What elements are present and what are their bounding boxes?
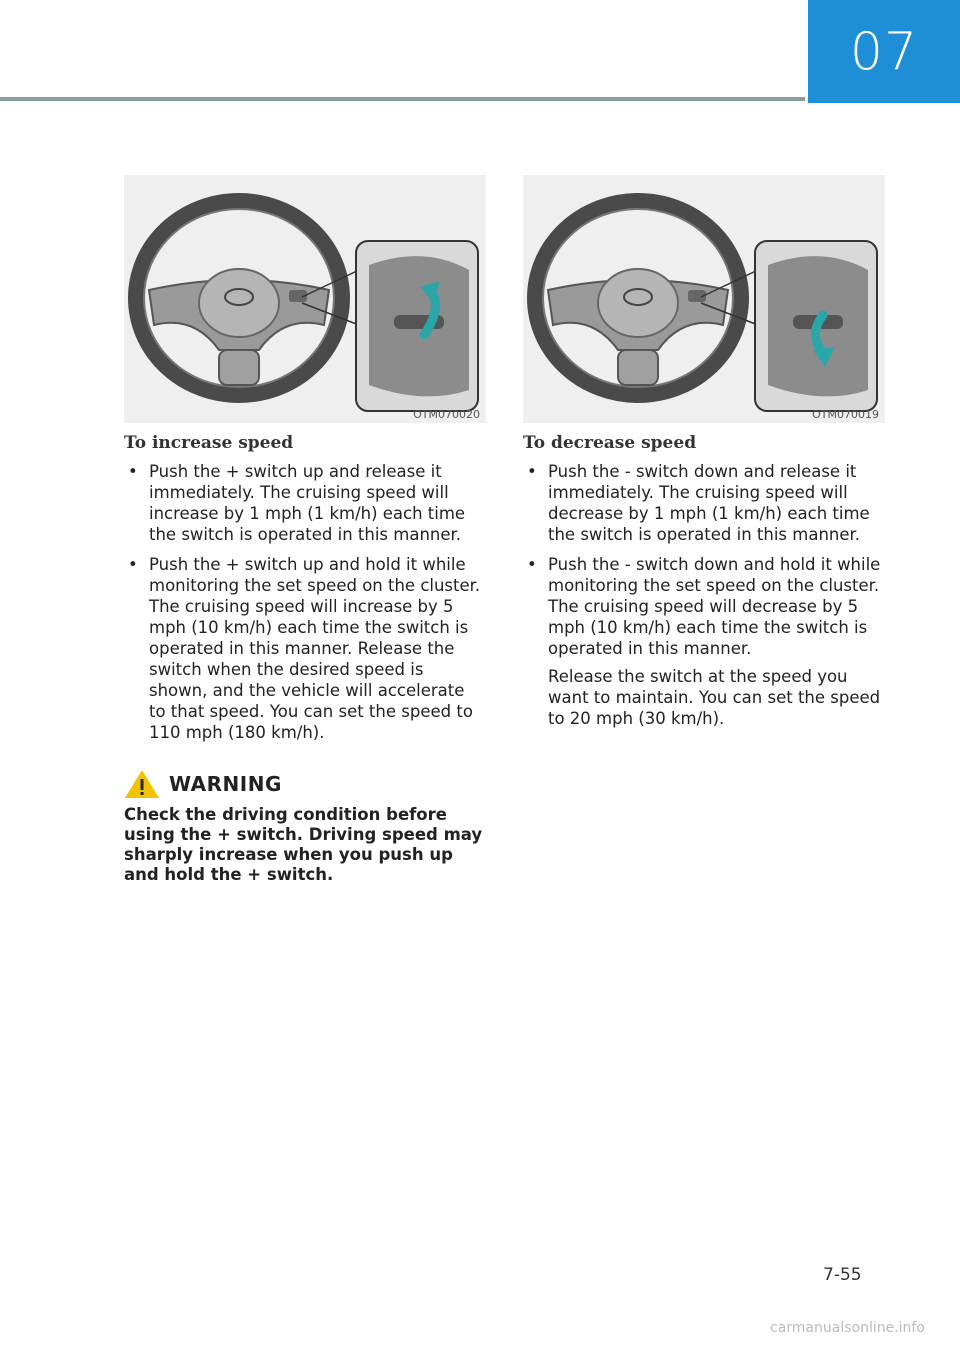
increase-bullet-list: [124, 461, 486, 743]
steering-wheel-illustration-up: [124, 175, 486, 423]
warning-body: Check the driving condition before using the + switch. Driving speed may sharply increase when you push up and hold the + switch.: [124, 805, 483, 884]
warning-header: [124, 769, 486, 799]
figure-increase-speed: [124, 175, 486, 423]
release-paragraph: Release the switch at the speed you want to maintain. You can set the speed to 20 mph (30 km/h).: [548, 667, 881, 728]
decrease-bullet-list: [523, 461, 885, 659]
header-rule: [0, 97, 805, 101]
figure-code: OTM070019: [812, 408, 879, 421]
figure-code: OTM070020: [413, 408, 480, 421]
list-item: • Push the - switch down and release it immediately. The cruising speed will decrease by 1 mph (1 km/h) each time the switch is operated in this manner.: [527, 462, 870, 544]
watermark: carmanualsonline.info: [770, 1320, 925, 1336]
warning-title: WARNING: [169, 772, 282, 796]
steering-wheel-illustration-down: [523, 175, 885, 423]
left-column: [124, 175, 486, 885]
list-item: • Push the + switch up and release it immediately. The cruising speed will increase by 1 mph (1 km/h) each time the switch is operated in this manner.: [128, 462, 466, 544]
figure-decrease-speed: [523, 175, 885, 423]
right-column: [523, 175, 885, 729]
warning-triangle-icon: [124, 769, 160, 799]
section-heading-increase: To increase speed: [124, 433, 294, 453]
list-item: • Push the + switch up and hold it while monitoring the set speed on the cluster. The cruising speed will increase by 5 mph (10 km/h) each time the switch is operated in this manner. Release the switch when the desired speed is shown, and the vehicle will accelerate to that speed. You can set the speed to 110 mph (180 km/h).: [128, 555, 481, 742]
list-item: • Push the - switch down and hold it while monitoring the set speed on the cluster. The cruising speed will decrease by 5 mph (10 km/h) each time the switch is operated in this manner.: [527, 555, 881, 658]
chapter-tab: 07: [808, 0, 960, 103]
page-number: 7-55: [823, 1265, 862, 1285]
section-heading-decrease: To decrease speed: [523, 433, 697, 453]
